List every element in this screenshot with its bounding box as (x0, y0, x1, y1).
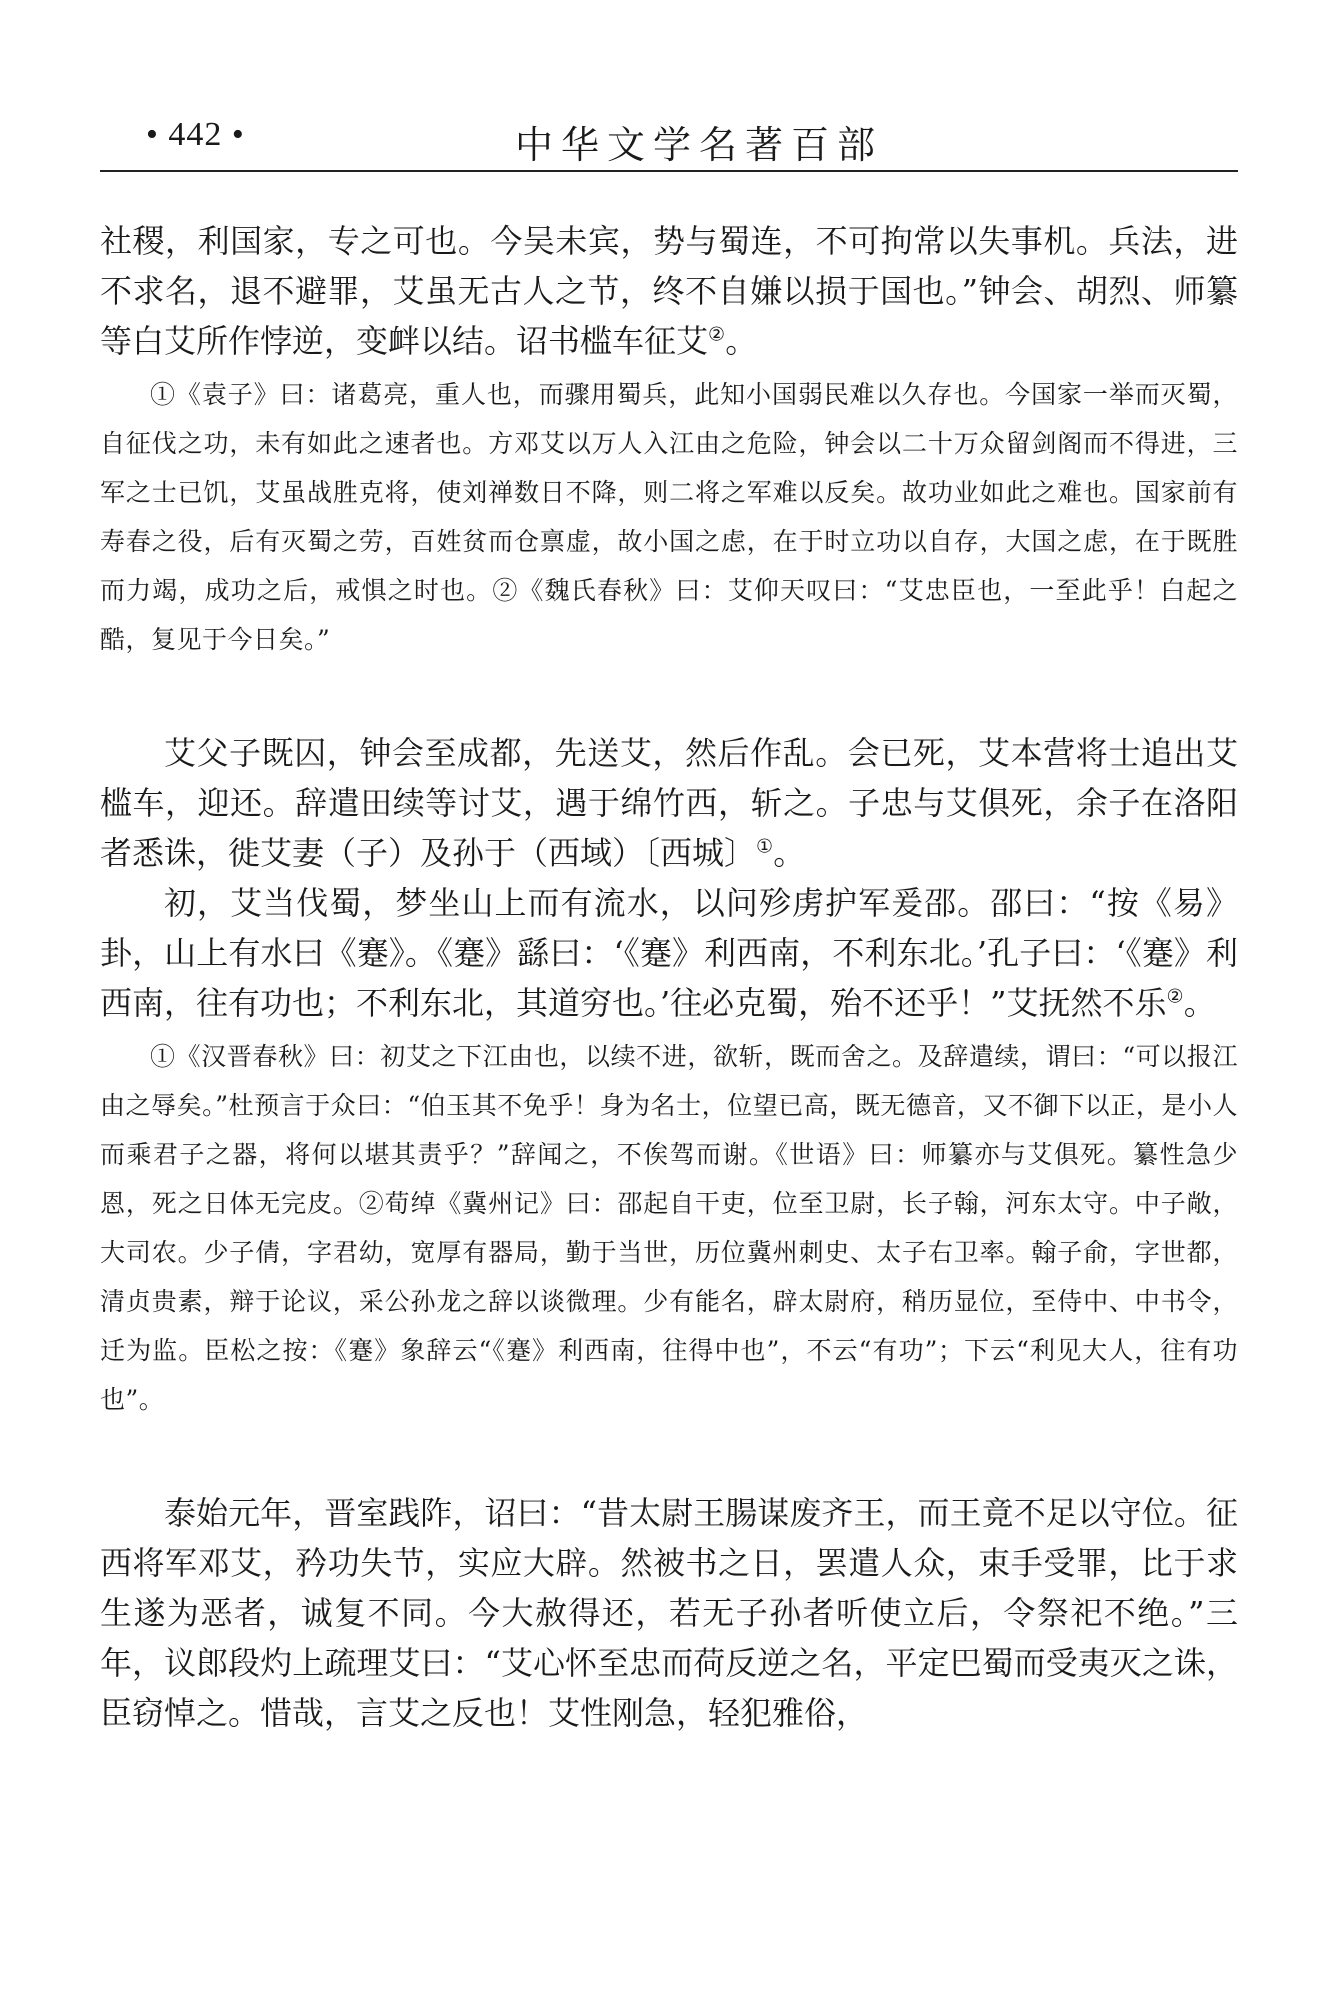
header-rule (100, 170, 1238, 172)
book-title: 中华文学名著百部 (515, 123, 884, 167)
paragraph-3-text: 初，艾当伐蜀，梦坐山上而有流水，以问殄虏护军爰邵。邵曰：“按《易》卦，山上有水曰《蹇》。《蹇》繇曰：‘《蹇》利西南，不利东北。’孔子曰：‘《蹇》利西南，往有功也；不利东北，其道穷也。’往必克蜀，殆不还乎！”艾抚然不乐 (100, 884, 1238, 1022)
page-number: • 442 • (146, 116, 245, 153)
page-body (100, 216, 1238, 1738)
paragraph-4: 泰始元年，晋室践阼，诏曰：“昔太尉王腸谋废齐王，而王竟不足以守位。征西将军邓艾，矜功失节，实应大辟。然被书之日，罢遣人众，束手受罪，比于求生遂为恶者，诚复不同。今大赦得还，若无子孙者听使立后，令祭祀不绝。”三年，议郎段灼上疏理艾曰：“艾心怀至忠而荷反逆之名，平定巴蜀而受夷灭之诛，臣窃悼之。惜哉，言艾之反也！艾性刚急，轻犯雅俗， (100, 1494, 1238, 1732)
paragraph-2 (100, 728, 1238, 878)
paragraph-1-text: 社稷，利国家，专之可也。今吴未宾，势与蜀连，不可拘常以失事机。兵法，进不求名，退不避罪，艾虽无古人之节，终不自嫌以损于国也。”钟会、胡烈、师纂等白艾所作悖逆，变衅以结。诏书槛车征艾 (100, 222, 1238, 360)
footnote-marker: ② (708, 322, 726, 346)
paragraph-1-end: 。 (725, 322, 758, 360)
paragraph-2-end: 。 (773, 834, 806, 872)
paragraph-1 (100, 216, 1238, 366)
footnote-marker: ① (756, 834, 774, 858)
footnote-block-1: ①《袁子》曰：诸葛亮，重人也，而骤用蜀兵，此知小国弱民难以久存也。今国家一举而灭蜀，自征伐之功，未有如此之速者也。方邓艾以万人入江由之危险，钟会以二十万众留剑阁而不得进，三军之士已饥，艾虽战胜克将，使刘禅数日不降，则二将之军难以反矣。故功业如此之难也。国家前有寿春之役，后有灭蜀之劳，百姓贫而仓禀虚，故小国之虑，在于时立功以自存，大国之虑，在于既胜而力竭，成功之后，戒惧之时也。②《魏氏春秋》曰：艾仰天叹曰：“艾忠臣也，一至此乎！白起之酷，复见于今日矣。” (100, 380, 1238, 654)
footnote-block-2: ①《汉晋春秋》曰：初艾之下江由也，以续不进，欲斩，既而舍之。及辞遣续，谓曰：“可以报江由之辱矣。”杜预言于众曰：“伯玉其不免乎！身为名士，位望已高，既无德音，又不御下以正，是小人而乘君子之器，将何以堪其责乎？”辞闻之，不俟驾而谢。《世语》曰：师纂亦与艾俱死。纂性急少恩，死之日体无完皮。②荀绰《冀州记》曰：邵起自干吏，位至卫尉，长子翰，河东太守。中子敞，大司农。少子倩，字君幼，宽厚有器局，勤于当世，历位冀州刺史、太子右卫率。翰子俞，字世都，清贞贵素，辩于论议，采公孙龙之辞以谈微理。少有能名，辟太尉府，稍历显位，至侍中、中书令，迁为监。臣松之按：《蹇》象辞云“《蹇》利西南，往得中也”，不云“有功”；下云“利见大人，往有功也”。 (100, 1042, 1238, 1414)
paragraph-2-text: 艾父子既囚，钟会至成都，先送艾，然后作乱。会已死，艾本营将士追出艾槛车，迎还。辞遣田续等讨艾，遇于绵竹西，斩之。子忠与艾俱死，余子在洛阳者悉诛，徙艾妻（子）及孙于（西域）〔西城〕 (100, 734, 1238, 872)
running-header (100, 108, 1238, 170)
paragraph-3 (100, 878, 1238, 1028)
paragraph-3-end: 。 (1183, 984, 1216, 1022)
footnote-marker: ② (1166, 984, 1184, 1008)
